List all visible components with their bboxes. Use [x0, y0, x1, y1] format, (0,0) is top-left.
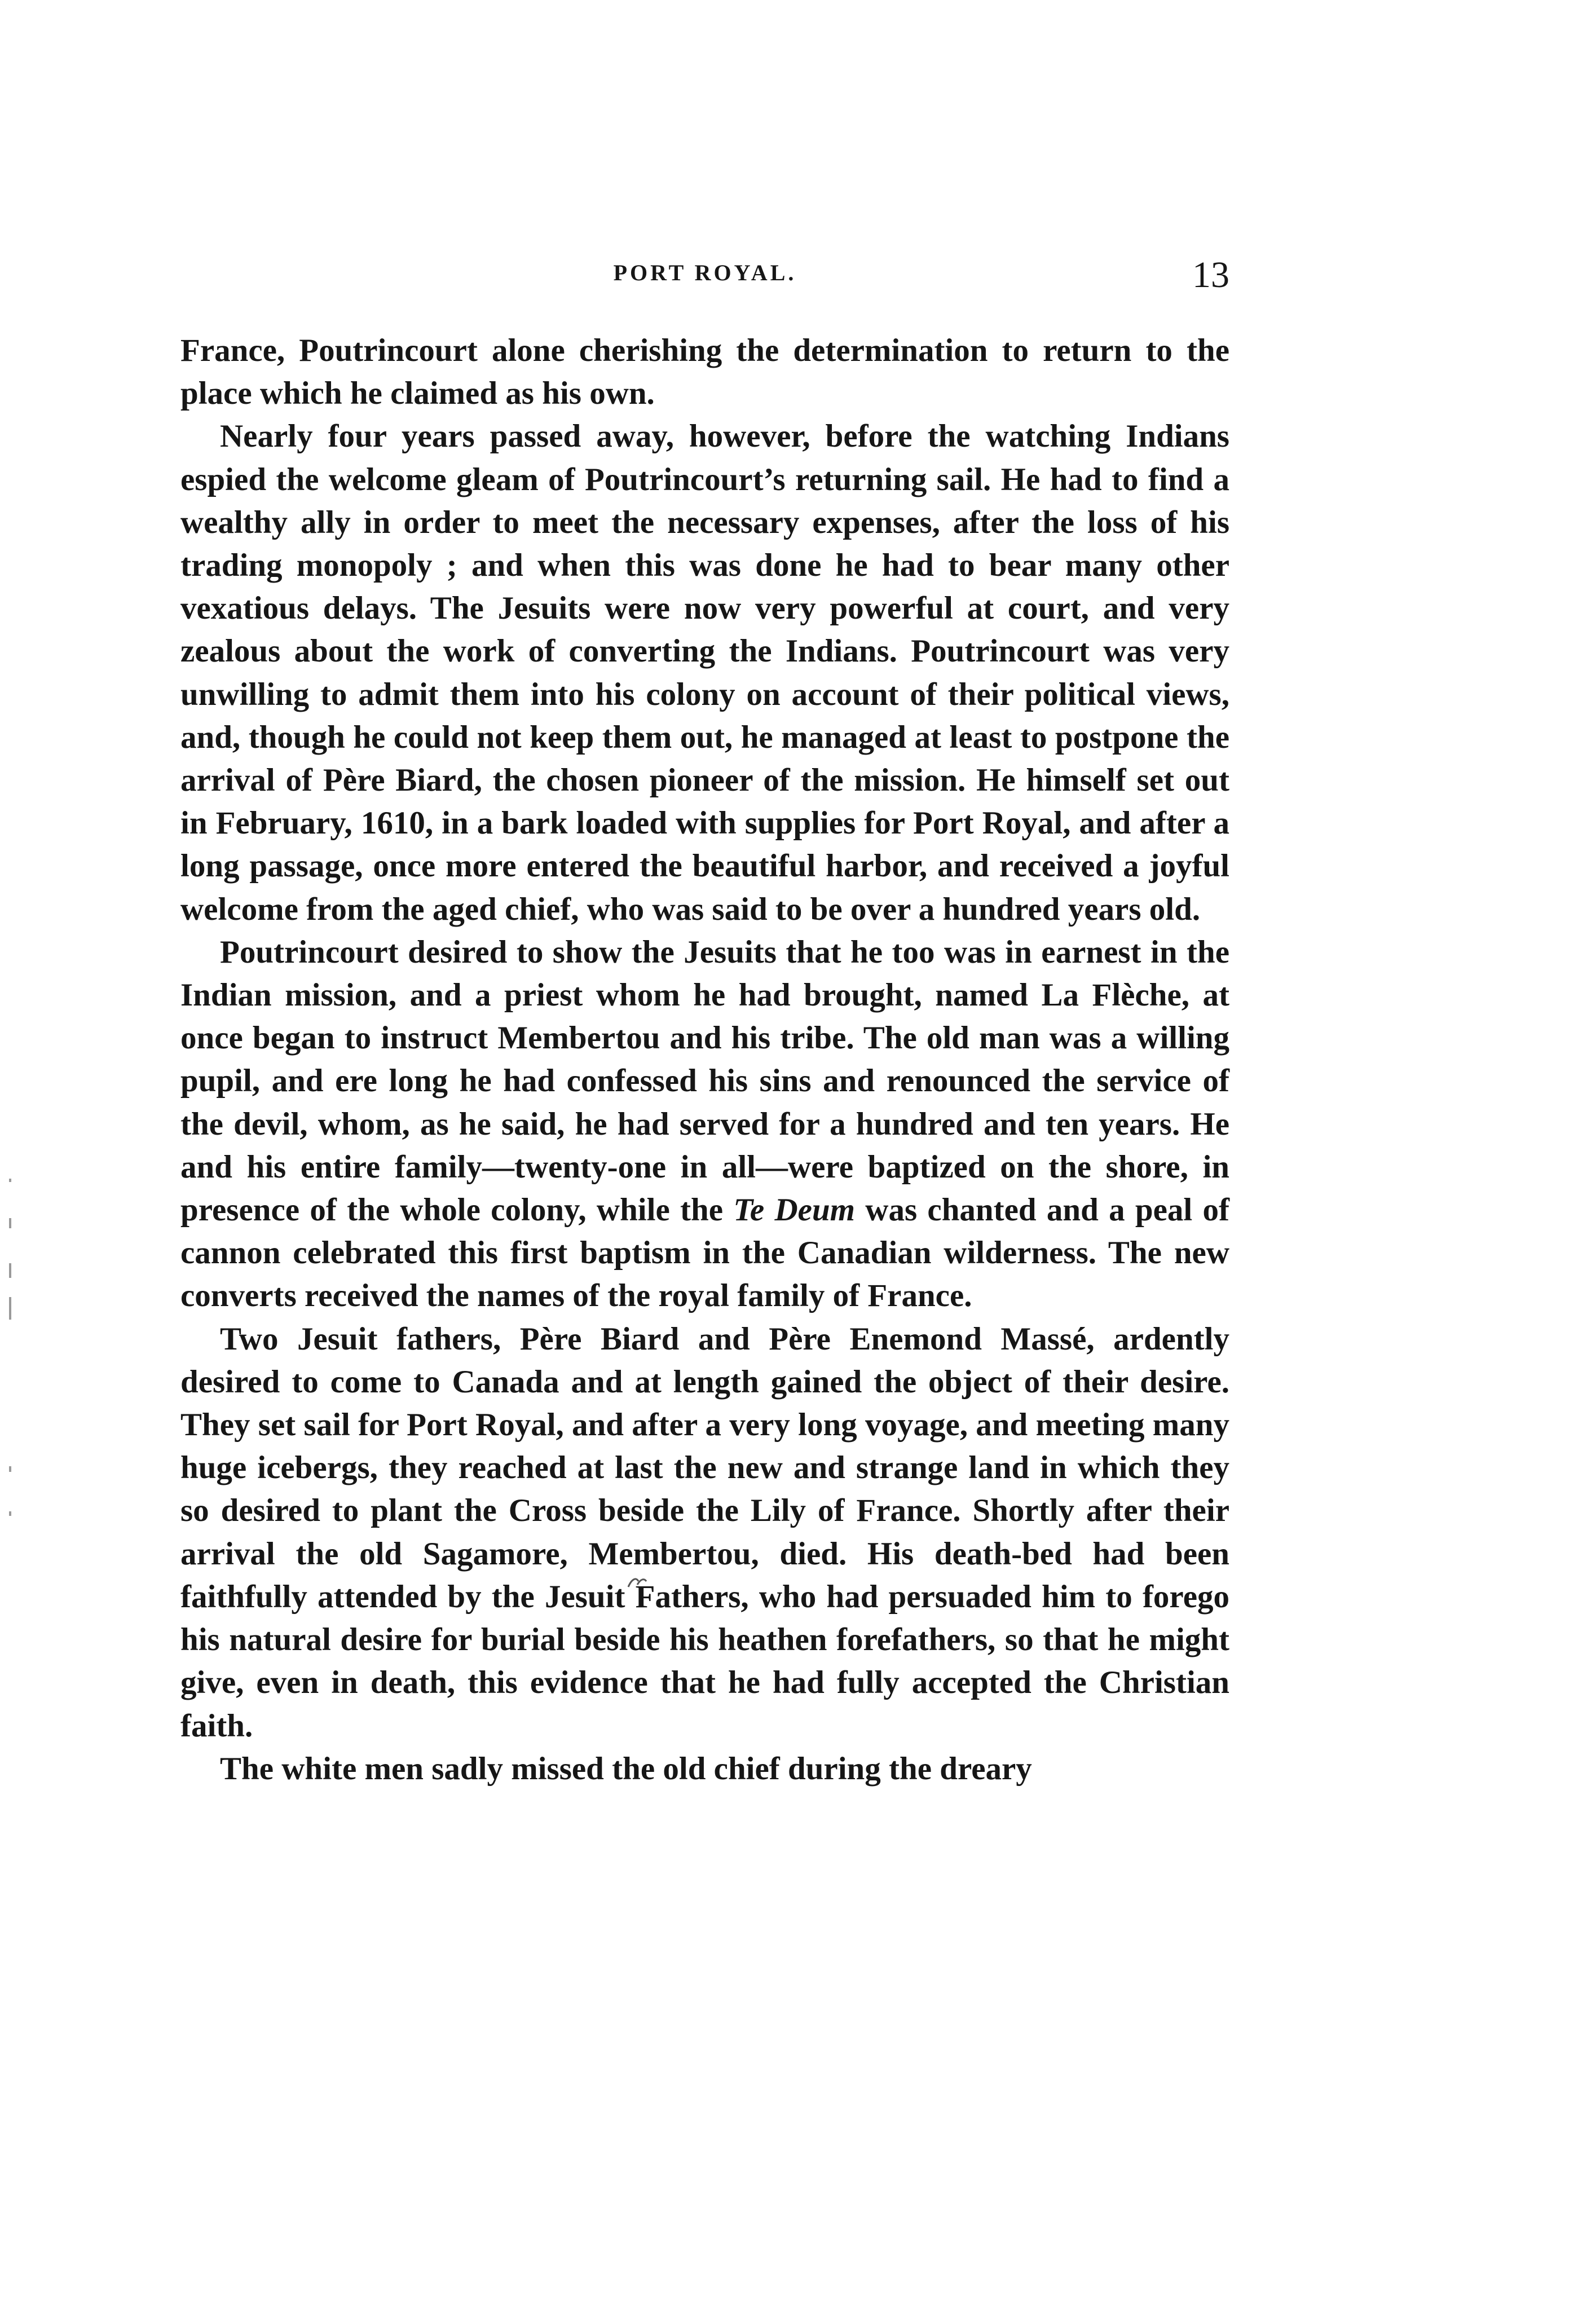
paragraph-baptism-part-1: Poutrincourt desired to show the Jesuits that he too was in earnest in the Indian mission, and a priest whom he had brought, named La Flèche, at once began to instruct Membertou and his tribe. The old man was a willing pupil, and ere long he had confessed his sins and renounced the service of the devil, whom, as he said, he had served for a hundred and ten years. He and his entire family—twenty-one in all—were baptized on the shore, in presence of the whole colony, while the: [180, 934, 1229, 1228]
margin-speck: [9, 1218, 11, 1228]
paragraph-baptism: [180, 931, 1229, 1318]
running-title: PORT ROYAL.: [613, 260, 797, 285]
margin-speck: [9, 1263, 11, 1278]
margin-speck: [9, 1179, 11, 1182]
page-number: 13: [1192, 254, 1229, 296]
paragraph-jesuit-fathers: Two Jesuit fathers, Père Biard and Père Enemond Massé, ardently desired to come to Canada and at length gained the object of their desire. They set sail for Port Royal, and after a very long voyage, and meeting many huge icebergs, they reached at last the new and strange land in which they so desired to plant the Cross beside the Lily of France. Shortly after their arrival the old Sagamore, Membertou, died. His death-bed had been faithfully attended by the Jesuit Fathers, who had persuaded him to forego his natural desire for burial beside his heathen forefathers, so that he might give, even in death, this evidence that he had fully accepted the Christian faith.: [180, 1321, 1229, 1744]
paragraph-return-voyage: Nearly four years passed away, however, before the watching Indians espied the welcome gleam of Poutrincourt’s returning sail. He had to find a wealthy ally in order to meet the necessary expenses, after the loss of his trading monopoly ; and when this was done he had to bear many other vexatious delays. The Jesuits were now very powerful at court, and very zealous about the work of converting the Indians. Poutrincourt was very unwilling to admit them into his colony on account of their political views, and, though he could not keep them out, he managed at least to postpone the arrival of Père Biard, the chosen pioneer of the mission. He himself set out in February, 1610, in a bark loaded with supplies for Port Royal, and after a long passage, once more entered the beautiful harbor, and received a joyful welcome from the aged chief, who was said to be over a hundred years old.: [180, 418, 1229, 927]
ink-smudge-mark: [626, 1573, 649, 1590]
paragraph-continued: France, Poutrincourt alone cherishing the determination to return to the place which he claimed as his own.: [180, 333, 1229, 412]
margin-speck: [9, 1466, 11, 1472]
paragraph-baptism-part-2: was chanted and a peal of cannon celebrated this first baptism in the Canadian wilderness. The new converts received the names of the royal family of France.: [180, 1192, 1229, 1314]
margin-speck: [9, 1297, 11, 1320]
body-text: [180, 329, 1229, 1791]
te-deum-italic: Te Deum: [733, 1192, 855, 1228]
running-head: [180, 254, 1229, 305]
paragraph-white-men: The white men sadly missed the old chief during the dreary: [220, 1750, 1032, 1787]
margin-speck: [9, 1511, 11, 1516]
